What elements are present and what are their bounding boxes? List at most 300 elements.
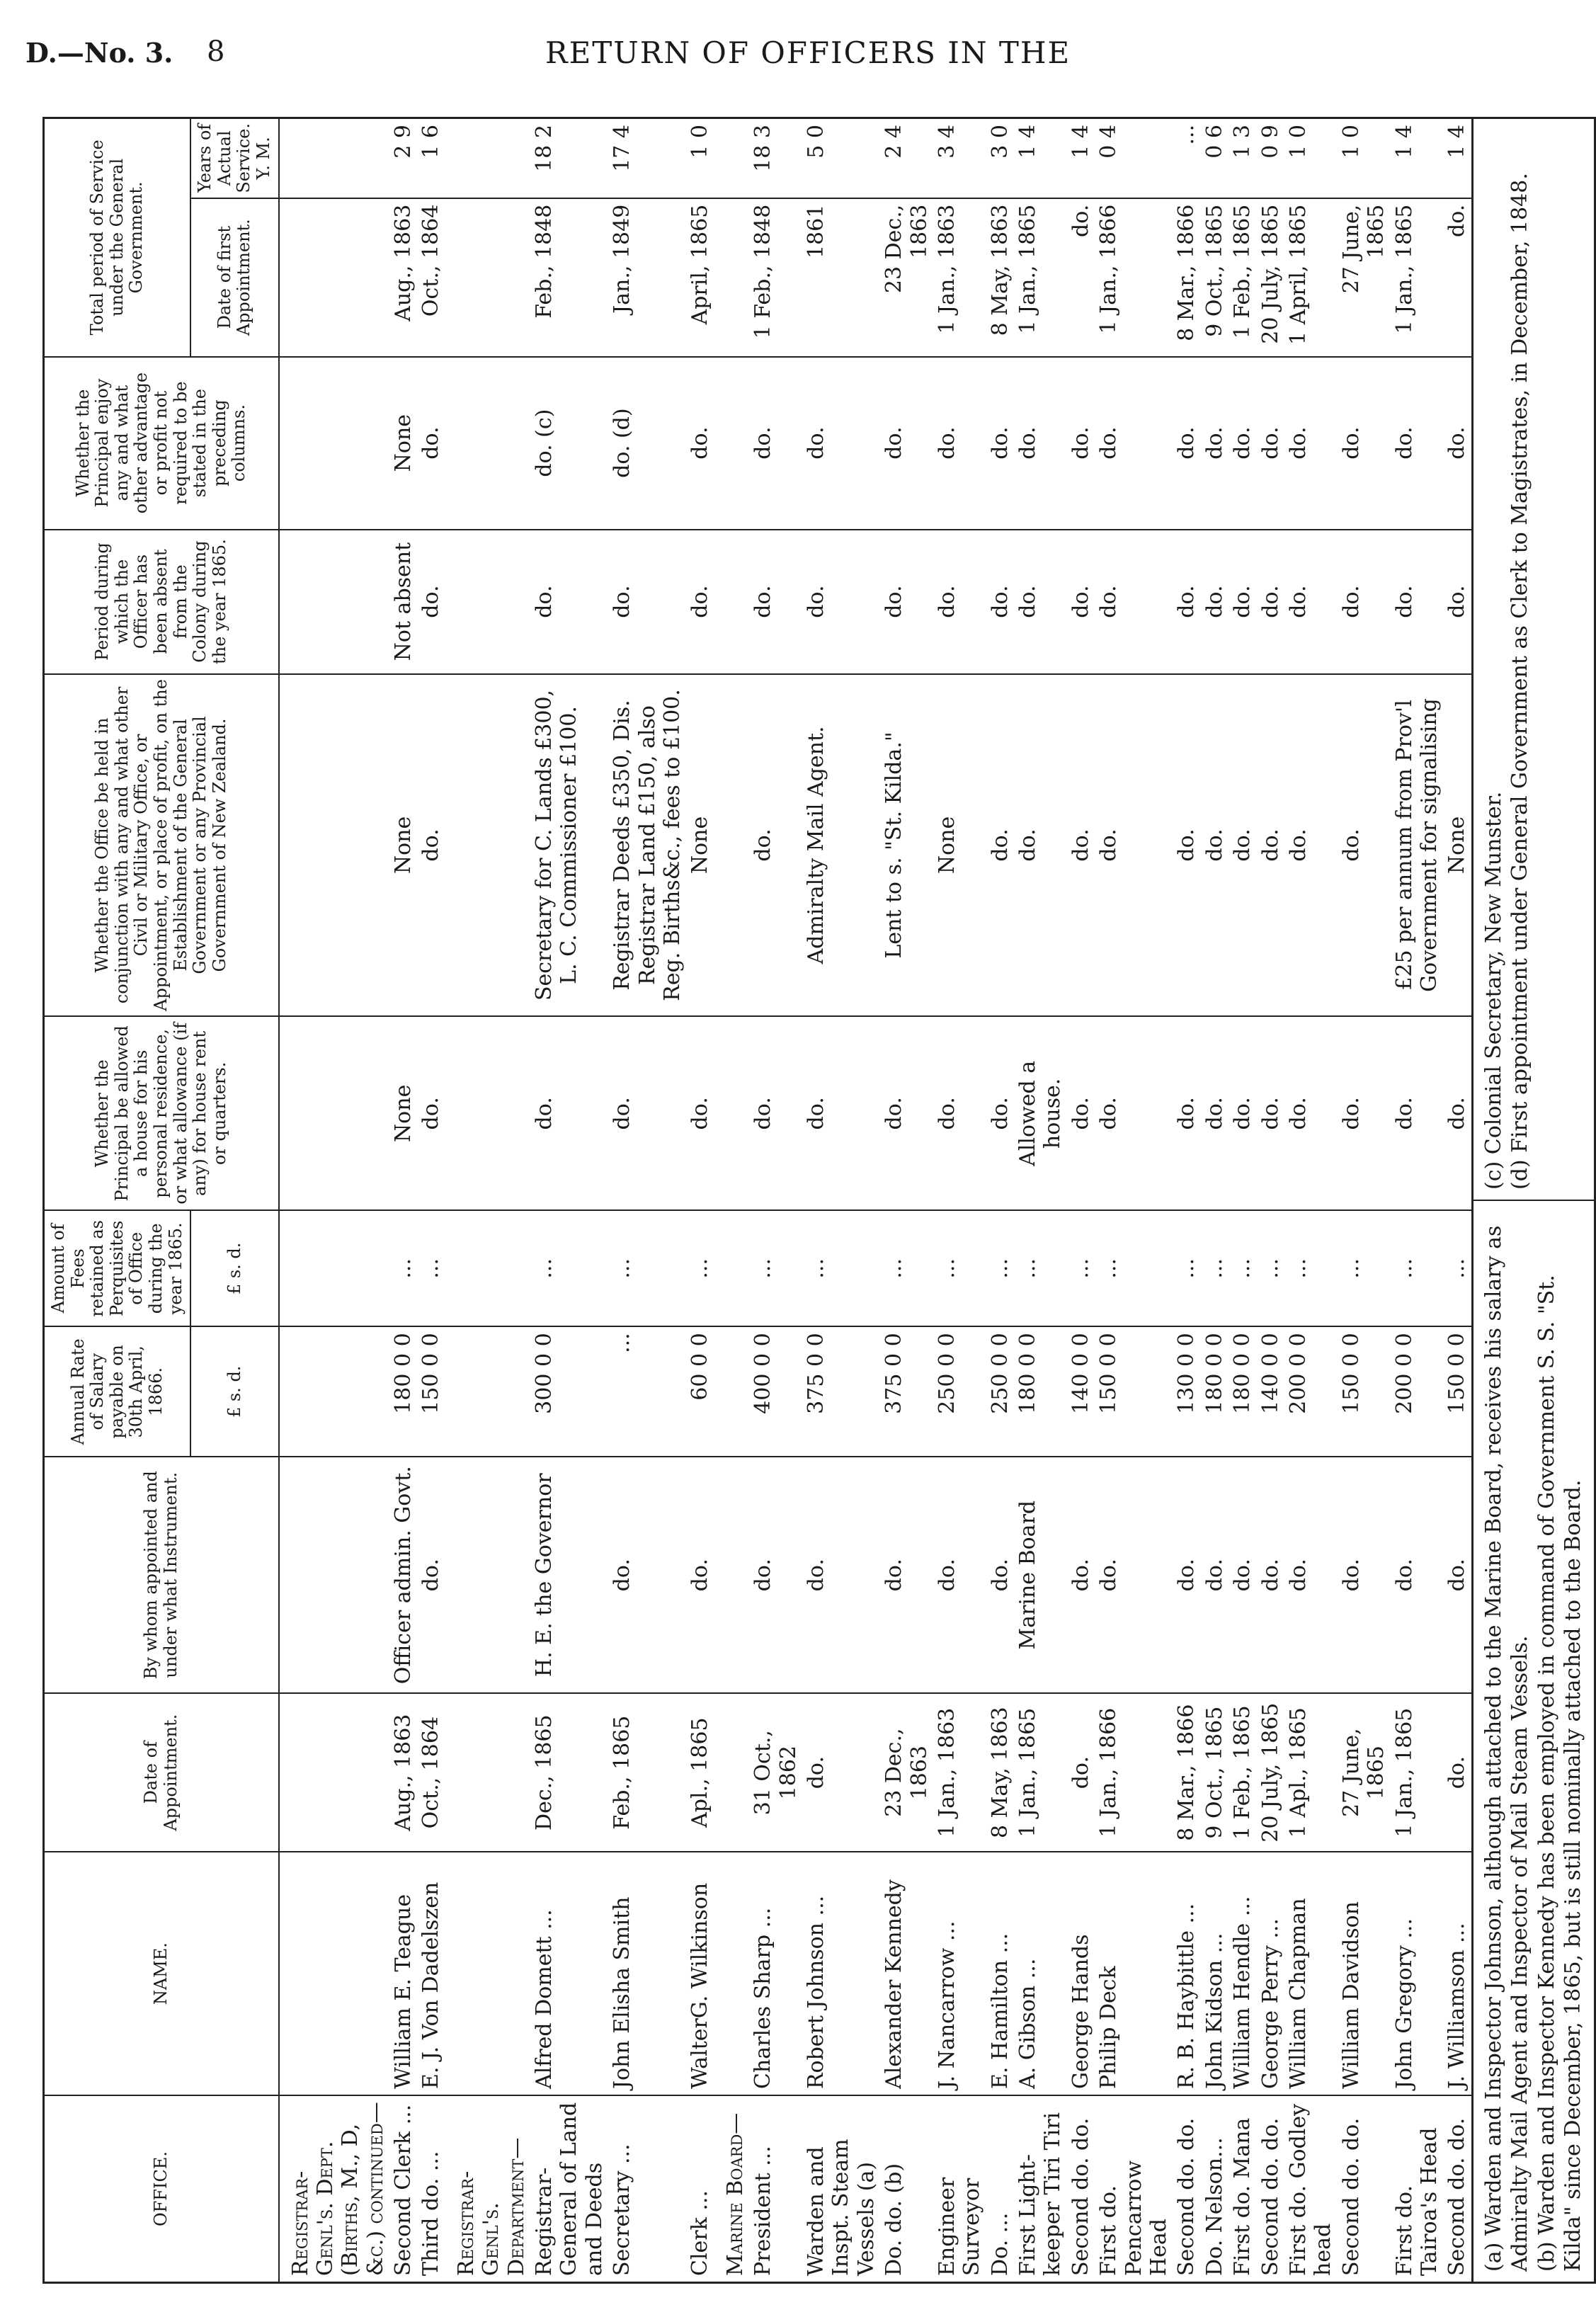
cell-fees: ... bbox=[1229, 1210, 1256, 1326]
empty-cell bbox=[279, 1852, 390, 2095]
cell-house: do. bbox=[1257, 1016, 1284, 1210]
col-years-header bbox=[190, 118, 278, 198]
cell-years-months: 1 4 bbox=[1391, 118, 1444, 198]
cell-absence: do. bbox=[749, 530, 802, 674]
cell-date: 27 June, 1865 bbox=[1338, 1693, 1391, 1852]
cell-other-office: do. bbox=[1229, 674, 1256, 1017]
cell-years-months: 1 0 bbox=[1338, 118, 1391, 198]
cell-first-appointment: 23 Dec., 1863 bbox=[880, 198, 933, 357]
cell-other-office: do. bbox=[1173, 674, 1200, 1017]
cell-name: WalterG. Wilkinson bbox=[686, 1852, 714, 2095]
cell-salary: ... bbox=[608, 1326, 686, 1457]
cell-house: do. bbox=[530, 1016, 608, 1210]
empty-cell bbox=[445, 1016, 530, 1210]
empty-cell bbox=[445, 1210, 530, 1326]
cell-years-months: 2 4 bbox=[880, 118, 933, 198]
cell-fees: ... bbox=[749, 1210, 802, 1326]
table-header-row bbox=[44, 118, 191, 2283]
cell-advantage: do. bbox=[986, 357, 1014, 530]
cell-house: do. bbox=[986, 1016, 1014, 1210]
cell-fees: ... bbox=[1014, 1210, 1067, 1326]
empty-cell bbox=[279, 674, 390, 1017]
cell-name: E. Hamilton ... bbox=[986, 1852, 1014, 2095]
cell-salary: 140 0 0 bbox=[1257, 1326, 1284, 1457]
cell-other-office: None bbox=[933, 674, 986, 1017]
cell-other-office: do. bbox=[1201, 674, 1229, 1017]
cell-fees: ... bbox=[802, 1210, 880, 1326]
cell-date: 1 Jan., 1865 bbox=[1014, 1693, 1067, 1852]
cell-other-office: Admiralty Mail Agent. bbox=[802, 674, 880, 1017]
cell-advantage: do. bbox=[417, 357, 445, 530]
cell-other-office: do. bbox=[417, 674, 445, 1017]
empty-cell bbox=[279, 357, 390, 530]
cell-years-months: 1 6 bbox=[417, 118, 445, 198]
cell-years-months: 1 4 bbox=[1067, 118, 1095, 198]
empty-cell bbox=[714, 118, 749, 198]
cell-fees: ... bbox=[1338, 1210, 1391, 1326]
cell-first-appointment: 1 Feb., 1848 bbox=[749, 198, 802, 357]
cell-office: Clerk ... bbox=[686, 2095, 714, 2282]
empty-cell bbox=[279, 118, 390, 198]
cell-appointed-by: do. bbox=[802, 1457, 880, 1693]
officers-return-table bbox=[42, 117, 1474, 2284]
cell-name: William E. Teague bbox=[389, 1852, 417, 2095]
cell-salary: 180 0 0 bbox=[1201, 1326, 1229, 1457]
cell-years-months: 18 2 bbox=[530, 118, 608, 198]
empty-cell bbox=[279, 198, 390, 357]
cell-date: Aug., 1863 bbox=[389, 1693, 417, 1852]
cell-years-months: 0 9 bbox=[1257, 118, 1284, 198]
cell-house: do. bbox=[933, 1016, 986, 1210]
cell-appointed-by: do. bbox=[1338, 1457, 1391, 1693]
salary-units: £ s. d. bbox=[190, 1326, 278, 1457]
footnotes-row bbox=[1474, 118, 1595, 2283]
table-body bbox=[279, 118, 1473, 2283]
page-header bbox=[0, 0, 1481, 85]
cell-years-months: 1 0 bbox=[686, 118, 714, 198]
table-row bbox=[1095, 118, 1173, 2283]
empty-cell bbox=[445, 118, 530, 198]
cell-other-office: £25 per annum from Prov'l Government for signalising bbox=[1391, 674, 1444, 1017]
cell-house: do. bbox=[1095, 1016, 1173, 1210]
cell-first-appointment: 1 Jan., 1865 bbox=[1391, 198, 1444, 357]
cell-first-appointment: 9 Oct., 1865 bbox=[1201, 198, 1229, 357]
cell-house: do. bbox=[417, 1016, 445, 1210]
table-row bbox=[417, 118, 445, 2283]
cell-salary: 250 0 0 bbox=[986, 1326, 1014, 1457]
cell-house: do. bbox=[1173, 1016, 1200, 1210]
cell-name: William Chapman bbox=[1284, 1852, 1338, 2095]
empty-cell bbox=[714, 1326, 749, 1457]
page-title: RETURN OF OFFICERS IN THE bbox=[545, 35, 1071, 70]
cell-appointed-by: do. bbox=[1229, 1457, 1256, 1693]
cell-years-months: ... bbox=[1173, 118, 1200, 198]
empty-cell bbox=[279, 1326, 390, 1457]
cell-advantage: do. bbox=[686, 357, 714, 530]
cell-other-office: do. bbox=[1284, 674, 1338, 1017]
cell-other-office: do. bbox=[986, 674, 1014, 1017]
cell-house: do. bbox=[1391, 1016, 1444, 1210]
cell-years-months: 3 4 bbox=[933, 118, 986, 198]
cell-house: do. bbox=[1443, 1016, 1472, 1210]
cell-salary: 400 0 0 bbox=[749, 1326, 802, 1457]
cell-fees: ... bbox=[608, 1210, 686, 1326]
cell-fees: ... bbox=[933, 1210, 986, 1326]
empty-cell bbox=[714, 1852, 749, 2095]
cell-years-months: 1 4 bbox=[1443, 118, 1472, 198]
footnote-c: (c) Colonial Secretary, New Munster. bbox=[1481, 791, 1506, 1190]
cell-years-months: 3 0 bbox=[986, 118, 1014, 198]
officers-return-table-frame bbox=[42, 117, 1586, 2284]
cell-date: 1 Jan., 1863 bbox=[933, 1693, 986, 1852]
empty-cell bbox=[714, 674, 749, 1017]
col-office-header: OFFICE. bbox=[44, 2095, 279, 2282]
table-row bbox=[933, 118, 986, 2283]
footnote-d: (d) First appointment under General Government as Clerk to Magistrates, in December, 1848. bbox=[1507, 173, 1533, 1190]
cell-appointed-by: Marine Board bbox=[1014, 1457, 1067, 1693]
cell-name: E. J. Von Dadelszen bbox=[417, 1852, 445, 2095]
cell-salary: 130 0 0 bbox=[1173, 1326, 1200, 1457]
ym-label: Y. M. bbox=[253, 137, 273, 180]
table-row bbox=[1201, 118, 1229, 2283]
footnote-a: (a) Warden and Inspector Johnson, although attached to the Marine Board, receives his salary as Admiralty Mail Agent and Inspector of Mail Steam Vessels. bbox=[1481, 1225, 1533, 2272]
cell-name: Philip Deck bbox=[1095, 1852, 1173, 2095]
cell-absence: do. bbox=[1095, 530, 1173, 674]
cell-fees: ... bbox=[530, 1210, 608, 1326]
cell-salary: 200 0 0 bbox=[1284, 1326, 1338, 1457]
group-heading: Registrar-Genl's. Department— bbox=[445, 2095, 530, 2282]
cell-office: Secretary ... bbox=[608, 2095, 686, 2282]
cell-name: John Gregory ... bbox=[1391, 1852, 1444, 2095]
cell-first-appointment: 8 May, 1863 bbox=[986, 198, 1014, 357]
cell-office: Second do. do. bbox=[1257, 2095, 1284, 2282]
cell-salary: 150 0 0 bbox=[1338, 1326, 1391, 1457]
cell-absence: do. bbox=[1391, 530, 1444, 674]
footnote-b: (b) Warden and Inspector Kennedy has been employed in command of Government S. S. "St. Kilda" since December, 1865, but is still nominally attached to the Board. bbox=[1534, 1275, 1586, 2272]
cell-salary: 180 0 0 bbox=[1014, 1326, 1067, 1457]
table-row bbox=[1229, 118, 1256, 2283]
table-row bbox=[880, 118, 933, 2283]
cell-years-months: 2 9 bbox=[389, 118, 417, 198]
cell-name: J. Nancarrow ... bbox=[933, 1852, 986, 2095]
cell-name: Robert Johnson ... bbox=[802, 1852, 880, 2095]
cell-date: 9 Oct., 1865 bbox=[1201, 1693, 1229, 1852]
empty-cell bbox=[445, 1693, 530, 1852]
cell-salary: 180 0 0 bbox=[389, 1326, 417, 1457]
cell-advantage: do. bbox=[1067, 357, 1095, 530]
col-advantage-header: Whether the Principal enjoy any and what other advantage or profit not required to be stated in the preceding columns. bbox=[44, 357, 279, 530]
col-name-header: NAME. bbox=[44, 1852, 279, 2095]
empty-cell bbox=[445, 674, 530, 1017]
col-date-header: Date of Appointment. bbox=[44, 1693, 279, 1852]
cell-date: do. bbox=[1443, 1693, 1472, 1852]
cell-fees: ... bbox=[1257, 1210, 1284, 1326]
table-row bbox=[608, 118, 686, 2283]
cell-advantage: do. bbox=[1201, 357, 1229, 530]
cell-house: do. bbox=[1067, 1016, 1095, 1210]
cell-office: Do. ... bbox=[986, 2095, 1014, 2282]
col-appointed-by-header: By whom appointed and under what Instrument. bbox=[44, 1457, 279, 1693]
cell-date: 8 Mar., 1866 bbox=[1173, 1693, 1200, 1852]
cell-office: Second do. do. bbox=[1067, 2095, 1095, 2282]
cell-appointed-by: do. bbox=[749, 1457, 802, 1693]
cell-salary: 60 0 0 bbox=[686, 1326, 714, 1457]
cell-first-appointment: 20 July, 1865 bbox=[1257, 198, 1284, 357]
cell-advantage: None bbox=[389, 357, 417, 530]
cell-fees: ... bbox=[1095, 1210, 1173, 1326]
cell-office: Second do. do. bbox=[1338, 2095, 1391, 2282]
cell-fees: ... bbox=[1201, 1210, 1229, 1326]
cell-salary: 150 0 0 bbox=[1443, 1326, 1472, 1457]
cell-date: 23 Dec., 1863 bbox=[880, 1693, 933, 1852]
empty-cell bbox=[279, 1457, 390, 1693]
cell-office: Engineer Surveyor bbox=[933, 2095, 986, 2282]
cell-years-months: 1 0 bbox=[1284, 118, 1338, 198]
table-row bbox=[1391, 118, 1444, 2283]
cell-other-office: do. bbox=[1067, 674, 1095, 1017]
footnotes-right bbox=[1474, 118, 1595, 1201]
group-heading-row bbox=[714, 118, 749, 2283]
cell-years-months: 0 6 bbox=[1201, 118, 1229, 198]
empty-cell bbox=[714, 1693, 749, 1852]
cell-fees: ... bbox=[389, 1210, 417, 1326]
cell-appointed-by: do. bbox=[1284, 1457, 1338, 1693]
years-label: Years of Actual Service. bbox=[195, 123, 254, 193]
cell-first-appointment: Jan., 1849 bbox=[608, 198, 686, 357]
cell-first-appointment: 27 June, 1865 bbox=[1338, 198, 1391, 357]
table-row bbox=[686, 118, 714, 2283]
cell-first-appointment: April, 1865 bbox=[686, 198, 714, 357]
cell-absence: do. bbox=[686, 530, 714, 674]
footnotes-left bbox=[1474, 1200, 1595, 2283]
cell-office: First do. Tairoa's Head bbox=[1391, 2095, 1444, 2282]
cell-advantage: do. bbox=[1338, 357, 1391, 530]
cell-advantage: do. bbox=[802, 357, 880, 530]
cell-appointed-by: do. bbox=[933, 1457, 986, 1693]
cell-advantage: do. bbox=[1229, 357, 1256, 530]
col-first-appointment-header: Date of first Appointment. bbox=[190, 198, 278, 357]
table-row bbox=[986, 118, 1014, 2283]
cell-office: President ... bbox=[749, 2095, 802, 2282]
cell-office: Second do. do. bbox=[1173, 2095, 1200, 2282]
cell-first-appointment: 1 Jan., 1866 bbox=[1095, 198, 1173, 357]
cell-salary: 375 0 0 bbox=[880, 1326, 933, 1457]
cell-name: John Kidson ... bbox=[1201, 1852, 1229, 2095]
cell-fees: ... bbox=[986, 1210, 1014, 1326]
cell-name: Alfred Domett ... bbox=[530, 1852, 608, 2095]
cell-other-office: Registrar Deeds £350, Dis. Registrar Land £150, also Reg. Births&c., fees to £100. bbox=[608, 674, 686, 1017]
cell-first-appointment: do. bbox=[1443, 198, 1472, 357]
cell-fees: ... bbox=[686, 1210, 714, 1326]
empty-cell bbox=[279, 1693, 390, 1852]
cell-salary: 140 0 0 bbox=[1067, 1326, 1095, 1457]
cell-date: 31 Oct., 1862 bbox=[749, 1693, 802, 1852]
col-absence-header: Period during which the Officer has been absent from the Colony during the year 1865. bbox=[44, 530, 279, 674]
cell-other-office: do. bbox=[1338, 674, 1391, 1017]
cell-office: Second do. do. bbox=[1443, 2095, 1472, 2282]
cell-house: Allowed a house. bbox=[1014, 1016, 1067, 1210]
table-row bbox=[1284, 118, 1338, 2283]
table-row bbox=[1338, 118, 1391, 2283]
cell-salary: 300 0 0 bbox=[530, 1326, 608, 1457]
table-row bbox=[1257, 118, 1284, 2283]
empty-cell bbox=[279, 1210, 390, 1326]
empty-cell bbox=[714, 1210, 749, 1326]
rotated-table-area bbox=[28, 99, 1586, 2301]
cell-house: None bbox=[389, 1016, 417, 1210]
cell-office: Warden and Inspt. Steam Vessels (a) bbox=[802, 2095, 880, 2282]
cell-salary: 200 0 0 bbox=[1391, 1326, 1444, 1457]
table-row bbox=[1067, 118, 1095, 2283]
cell-date: 1 Jan., 1866 bbox=[1095, 1693, 1173, 1852]
cell-house: do. bbox=[608, 1016, 686, 1210]
cell-absence: do. bbox=[802, 530, 880, 674]
table-row bbox=[802, 118, 880, 2283]
cell-appointed-by: H. E. the Governor bbox=[530, 1457, 608, 1693]
table-row bbox=[1014, 118, 1067, 2283]
cell-years-months: 0 4 bbox=[1095, 118, 1173, 198]
cell-advantage: do. bbox=[1443, 357, 1472, 530]
empty-cell bbox=[445, 1326, 530, 1457]
cell-first-appointment: Feb., 1848 bbox=[530, 198, 608, 357]
cell-advantage: do. bbox=[933, 357, 986, 530]
cell-name: A. Gibson ... bbox=[1014, 1852, 1067, 2095]
cell-absence: do. bbox=[1201, 530, 1229, 674]
group-heading: Registrar-Genl's. Dept. (Births, M., D, &c.) continued— bbox=[279, 2095, 390, 2282]
cell-advantage: do. (c) bbox=[530, 357, 608, 530]
cell-absence: do. bbox=[933, 530, 986, 674]
cell-office: First do. Godley head bbox=[1284, 2095, 1338, 2282]
cell-name: George Hands bbox=[1067, 1852, 1095, 2095]
cell-name: George Perry ... bbox=[1257, 1852, 1284, 2095]
cell-fees: ... bbox=[1067, 1210, 1095, 1326]
cell-other-office: do. bbox=[749, 674, 802, 1017]
empty-cell bbox=[445, 1457, 530, 1693]
cell-appointed-by: do. bbox=[1257, 1457, 1284, 1693]
empty-cell bbox=[714, 1016, 749, 1210]
empty-cell bbox=[445, 357, 530, 530]
cell-absence: do. bbox=[1338, 530, 1391, 674]
cell-house: do. bbox=[880, 1016, 933, 1210]
cell-name: Charles Sharp ... bbox=[749, 1852, 802, 2095]
cell-appointed-by: do. bbox=[417, 1457, 445, 1693]
cell-name: Alexander Kennedy bbox=[880, 1852, 933, 2095]
cell-years-months: 1 4 bbox=[1014, 118, 1067, 198]
cell-name: John Elisha Smith bbox=[608, 1852, 686, 2095]
cell-absence: do. bbox=[986, 530, 1014, 674]
cell-years-months: 17 4 bbox=[608, 118, 686, 198]
cell-house: do. bbox=[802, 1016, 880, 1210]
cell-date: Dec., 1865 bbox=[530, 1693, 608, 1852]
cell-salary: 180 0 0 bbox=[1229, 1326, 1256, 1457]
cell-date: Feb., 1865 bbox=[608, 1693, 686, 1852]
footnotes-table bbox=[1474, 117, 1596, 2284]
cell-other-office: do. bbox=[1257, 674, 1284, 1017]
cell-first-appointment: Oct., 1864 bbox=[417, 198, 445, 357]
col-house-header: Whether the Principal be allowed a house for his personal residence, or what allowance (if any) for house rent or quarters. bbox=[44, 1016, 279, 1210]
cell-advantage: do. bbox=[1257, 357, 1284, 530]
cell-first-appointment: do. bbox=[1067, 198, 1095, 357]
col-fees-header: Amount of Fees retained as Perquisites of Office during the year 1865. bbox=[44, 1210, 191, 1326]
cell-fees: ... bbox=[1443, 1210, 1472, 1326]
cell-advantage: do. bbox=[1095, 357, 1173, 530]
cell-date: 8 May, 1863 bbox=[986, 1693, 1014, 1852]
cell-other-office: None bbox=[686, 674, 714, 1017]
group-heading-row bbox=[445, 118, 530, 2283]
cell-date: 1 Jan., 1865 bbox=[1391, 1693, 1444, 1852]
group-heading: Marine Board— bbox=[714, 2095, 749, 2282]
cell-fees: ... bbox=[1391, 1210, 1444, 1326]
col-service-header: Total period of Service under the General Government. bbox=[44, 118, 191, 357]
cell-appointed-by: do. bbox=[1173, 1457, 1200, 1693]
cell-first-appointment: 1 April, 1865 bbox=[1284, 198, 1338, 357]
empty-cell bbox=[714, 530, 749, 674]
cell-absence: do. bbox=[1067, 530, 1095, 674]
cell-appointed-by: do. bbox=[686, 1457, 714, 1693]
group-heading-row bbox=[279, 118, 390, 2283]
cell-years-months: 1 3 bbox=[1229, 118, 1256, 198]
cell-advantage: do. bbox=[1014, 357, 1067, 530]
cell-other-office: None bbox=[389, 674, 417, 1017]
cell-appointed-by: do. bbox=[1201, 1457, 1229, 1693]
cell-first-appointment: 8 Mar., 1866 bbox=[1173, 198, 1200, 357]
cell-office: Second Clerk ... bbox=[389, 2095, 417, 2282]
cell-advantage: do. bbox=[1284, 357, 1338, 530]
cell-office: Do. do. (b) bbox=[880, 2095, 933, 2282]
cell-absence: do. bbox=[530, 530, 608, 674]
cell-advantage: do. bbox=[1391, 357, 1444, 530]
cell-office: Third do. ... bbox=[417, 2095, 445, 2282]
cell-salary: 150 0 0 bbox=[1095, 1326, 1173, 1457]
cell-other-office: do. bbox=[1095, 674, 1173, 1017]
cell-appointed-by: do. bbox=[1095, 1457, 1173, 1693]
cell-other-office: Lent to s. "St. Kilda." bbox=[880, 674, 933, 1017]
cell-fees: ... bbox=[880, 1210, 933, 1326]
cell-date: 20 July, 1865 bbox=[1257, 1693, 1284, 1852]
cell-absence: do. bbox=[1173, 530, 1200, 674]
cell-salary: 375 0 0 bbox=[802, 1326, 880, 1457]
cell-salary: 150 0 0 bbox=[417, 1326, 445, 1457]
cell-house: do. bbox=[1201, 1016, 1229, 1210]
cell-office: Registrar-General of Land and Deeds bbox=[530, 2095, 608, 2282]
cell-fees: ... bbox=[1284, 1210, 1338, 1326]
cell-house: do. bbox=[1284, 1016, 1338, 1210]
cell-absence: do. bbox=[880, 530, 933, 674]
cell-name: R. B. Haybittle ... bbox=[1173, 1852, 1200, 2095]
cell-absence: do. bbox=[608, 530, 686, 674]
cell-date: Apl., 1865 bbox=[686, 1693, 714, 1852]
cell-appointed-by: Officer admin. Govt. bbox=[389, 1457, 417, 1693]
cell-house: do. bbox=[1338, 1016, 1391, 1210]
cell-name: William Davidson bbox=[1338, 1852, 1391, 2095]
cell-name: J. Williamson ... bbox=[1443, 1852, 1472, 2095]
cell-absence: do. bbox=[1257, 530, 1284, 674]
cell-first-appointment: 1 Feb., 1865 bbox=[1229, 198, 1256, 357]
cell-absence: do. bbox=[1014, 530, 1067, 674]
cell-salary: 250 0 0 bbox=[933, 1326, 986, 1457]
empty-cell bbox=[714, 198, 749, 357]
cell-first-appointment: 1861 bbox=[802, 198, 880, 357]
cell-first-appointment: 1 Jan., 1865 bbox=[1014, 198, 1067, 357]
col-salary-header: Annual Rate of Salary payable on 30th April, 1866. bbox=[44, 1326, 191, 1457]
cell-absence: do. bbox=[1284, 530, 1338, 674]
cell-house: do. bbox=[686, 1016, 714, 1210]
cell-office: First Light-keeper Tiri Tiri bbox=[1014, 2095, 1067, 2282]
fees-units: £ s. d. bbox=[190, 1210, 278, 1326]
document-reference: D.—No. 3. bbox=[25, 37, 173, 69]
cell-appointed-by: do. bbox=[1443, 1457, 1472, 1693]
cell-other-office: Secretary for C. Lands £300, L. C. Commissioner £100. bbox=[530, 674, 608, 1017]
